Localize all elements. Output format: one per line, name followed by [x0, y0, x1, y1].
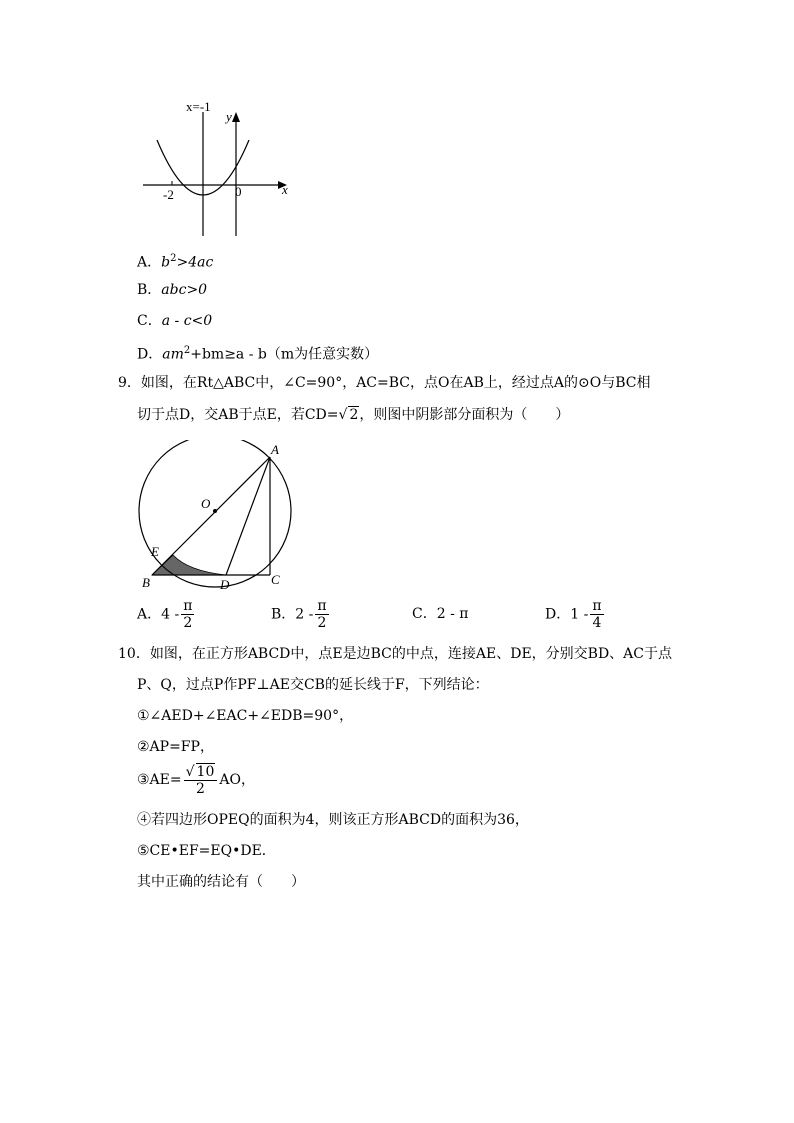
- x-axis-label: x: [282, 182, 288, 197]
- q9-option-c: C．2 - π: [412, 606, 469, 622]
- label-d: D: [220, 577, 230, 592]
- segment-ab: [152, 457, 270, 575]
- q10-conclusion-2: ②AP=FP，: [137, 739, 214, 755]
- q9-question-line1: 9．如图，在Rt△ABC中，∠C=90°，AC=BC，点O在AB上，经过点A的⊙O与BC相: [118, 375, 651, 391]
- label-e: E: [151, 544, 159, 559]
- y-axis-arrow: [232, 112, 240, 122]
- symmetry-line-label: x=-1: [186, 99, 211, 114]
- shaded-region: [152, 555, 226, 575]
- label-c: C: [271, 572, 280, 587]
- q9-option-b: B．2 - $\frac{\pi}{2}$: [271, 598, 327, 631]
- label-b: B: [142, 575, 150, 590]
- q8-option-d: D．$am^2+bm\ge a - b(m$为任意实数）: [137, 345, 379, 363]
- y-axis-label: y: [226, 109, 232, 124]
- label-a: A: [271, 442, 279, 457]
- q9-option-d: D．1 - $\frac{\pi}{4}$: [545, 598, 602, 631]
- q8-option-c: C．a - c<0: [137, 313, 213, 329]
- tick-neg2-label: -2: [163, 187, 174, 202]
- circle-figure: [136, 440, 296, 592]
- q8-option-a: A．$b^2>4ac$: [137, 253, 214, 271]
- q9-question-line2: 切于点D，交AB于点E，若CD=√ 2，则图中阴影部分面积为（ ）: [137, 407, 570, 423]
- q10-question-line1: 10．如图，在正方形ABCD中，点E是边BC的中点，连接AE、DE，分别交BD、AC于点: [118, 646, 672, 662]
- segment-ad: [226, 457, 270, 575]
- q10-conclusion-5: ⑤CE•EF=EQ•DE．: [137, 843, 276, 859]
- parabola-figure: [135, 98, 300, 243]
- q10-ask: 其中正确的结论有（ ）: [137, 874, 305, 890]
- q10-conclusion-4: ④若四边形OPEQ的面积为4，则该正方形ABCD的面积为36，: [137, 812, 529, 828]
- center-point: [213, 509, 217, 513]
- label-o: O: [201, 496, 211, 511]
- q10-question-line2: P、Q，过点P作PF⊥AE交CB的延长线于F，下列结论：: [137, 677, 489, 693]
- q9-option-a: A．4 - $\frac{\pi}{2}$: [137, 598, 193, 631]
- tick-0-label: 0: [235, 184, 242, 199]
- q10-conclusion-1: ①∠AED+∠EAC+∠EDB=90°，: [137, 708, 354, 724]
- q10-conclusion-3: ③AE= $\frac{√ 10}{2}$ AO，: [137, 764, 255, 797]
- q8-option-b: B．abc>0: [137, 282, 208, 298]
